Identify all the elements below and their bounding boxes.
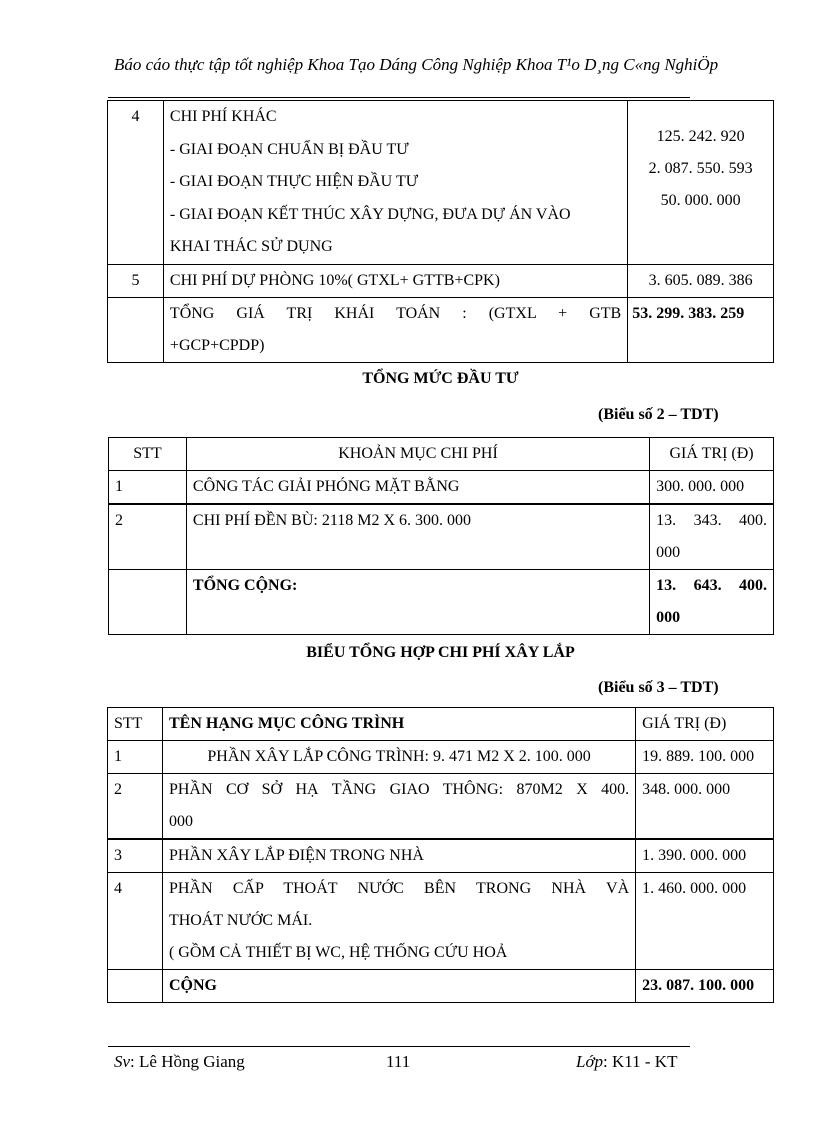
stt-cell	[109, 570, 187, 635]
column-header: STT	[108, 708, 163, 741]
item-line: PHẦN CƠ SỞ HẠ TẦNG GIAO THÔNG: 870M2 X 400.	[168, 781, 630, 798]
value-cell: 19. 889. 100. 000	[636, 741, 774, 774]
column-header: STT	[109, 438, 187, 471]
value-cell: 300. 000. 000	[650, 471, 774, 505]
item-cell	[163, 297, 627, 362]
value-line: 2. 087. 550. 593	[648, 160, 753, 177]
stt-cell: 1	[108, 741, 163, 774]
table-row	[108, 297, 774, 362]
item-line: THOÁT NƯỚC MÁI.	[168, 912, 313, 929]
investment-table	[108, 437, 774, 635]
table-header-row	[109, 438, 774, 471]
table-row	[109, 570, 774, 635]
item-line: PHẦN CẤP THOÁT NƯỚC BÊN TRONG NHÀ VÀ	[168, 880, 630, 897]
column-header: GIÁ TRỊ (Đ)	[636, 708, 774, 741]
item-line: ( GỒM CẢ THIẾT BỊ WC, HỆ THỐNG CỨU HOẢ	[168, 944, 508, 961]
value-cell	[628, 101, 774, 265]
item-line: 000	[168, 813, 193, 830]
stt-cell: 2	[109, 504, 187, 570]
item-cell: CÔNG TÁC GIẢI PHÓNG MẶT BẰNG	[186, 471, 649, 505]
stt-cell: 1	[109, 471, 187, 505]
item-cell: PHẦN XÂY LẮP CÔNG TRÌNH: 9. 471 M2 X 2. 100. 000	[162, 741, 635, 774]
footer-class	[576, 1052, 677, 1072]
section-subtitle: (Biểu số 3 – TDT)	[598, 679, 719, 696]
table-row	[108, 873, 774, 970]
value-cell: 53. 299. 383. 259	[628, 297, 774, 362]
student-label: Sv	[114, 1052, 131, 1071]
table-row	[108, 741, 774, 774]
section-subtitle: (Biểu số 2 – TDT)	[598, 406, 719, 423]
stt-cell	[108, 297, 164, 362]
item-cell	[162, 774, 635, 840]
item-cell: PHẦN XÂY LẮP ĐIỆN TRONG NHÀ	[162, 839, 635, 873]
table-row	[108, 970, 774, 1003]
value-line: 13. 643. 400.	[656, 577, 767, 594]
header-rule	[108, 97, 690, 98]
item-cell: CHI PHÍ ĐỀN BÙ: 2118 M2 X 6. 300. 000	[186, 504, 649, 570]
table-header-row	[108, 708, 774, 741]
value-line: 125. 242. 920	[656, 128, 745, 145]
stt-cell: 4	[108, 101, 164, 265]
item-line: - GIAI ĐOẠN KẾT THÚC XÂY DỰNG, ĐƯA DỰ ÁN VÀO	[169, 205, 571, 223]
class-label: Lớp	[576, 1052, 604, 1071]
column-header: GIÁ TRỊ (Đ)	[650, 438, 774, 471]
cost-summary-table	[107, 100, 774, 363]
construction-cost-table	[107, 707, 774, 1003]
item-cell: CỘNG	[162, 970, 635, 1003]
total-line: +GCP+CPDP)	[169, 336, 265, 354]
footer-rule	[108, 1046, 690, 1047]
stt-cell: 5	[108, 264, 164, 297]
section-title: TỔNG MỨC ĐẦU TƯ	[362, 370, 519, 387]
column-header: TÊN HẠNG MỤC CÔNG TRÌNH	[162, 708, 635, 741]
running-header: Báo cáo thực tập tốt nghiệp Khoa Tạo Dáng Công Nghiệp Khoa T¹o D¸ng C«ng NghiÖp	[114, 55, 719, 74]
value-cell	[650, 504, 774, 570]
value-cell: 3. 605. 089. 386	[628, 264, 774, 297]
class-value: : K11 - KT	[603, 1052, 678, 1071]
value-line: 000	[656, 609, 681, 626]
value-line: 13. 343. 400.	[656, 512, 767, 529]
value-cell: 1. 390. 000. 000	[636, 839, 774, 873]
table-row	[109, 471, 774, 505]
item-line: - GIAI ĐOẠN THỰC HIỆN ĐẦU TƯ	[169, 173, 419, 190]
stt-cell: 2	[108, 774, 163, 840]
value-cell: 23. 087. 100. 000	[636, 970, 774, 1003]
table-row	[108, 774, 774, 840]
item-line: - GIAI ĐOẠN CHUẨN BỊ ĐẦU TƯ	[169, 140, 409, 158]
footer-student	[114, 1052, 245, 1072]
column-header: KHOẢN MỤC CHI PHÍ	[186, 438, 649, 471]
page-number: 111	[386, 1052, 411, 1071]
table-row	[108, 101, 774, 265]
table-row	[108, 264, 774, 297]
item-cell	[162, 873, 635, 970]
item-cell: CHI PHÍ DỰ PHÒNG 10%( GTXL+ GTTB+CPK)	[163, 264, 627, 297]
value-line: 000	[656, 544, 681, 561]
table-row	[109, 504, 774, 570]
stt-cell: 4	[108, 873, 163, 970]
student-name: : Lê Hồng Giang	[130, 1052, 245, 1071]
value-cell: 1. 460. 000. 000	[636, 873, 774, 970]
table-row	[108, 839, 774, 873]
stt-cell: 3	[108, 839, 163, 873]
item-line: KHAI THÁC SỬ DỤNG	[169, 238, 333, 255]
value-cell: 348. 000. 000	[636, 774, 774, 840]
stt-cell	[108, 970, 163, 1003]
value-cell	[650, 570, 774, 635]
item-line: CHI PHÍ KHÁC	[169, 108, 277, 125]
value-line: 50. 000. 000	[660, 192, 741, 209]
item-cell	[163, 101, 627, 265]
item-cell: TỔNG CỘNG:	[186, 570, 649, 635]
section-title: BIỂU TỔNG HỢP CHI PHÍ XÂY LẮP	[306, 644, 575, 661]
total-line: TỔNG GIÁ TRỊ KHÁI TOÁN : (GTXL + GTB	[169, 304, 622, 322]
